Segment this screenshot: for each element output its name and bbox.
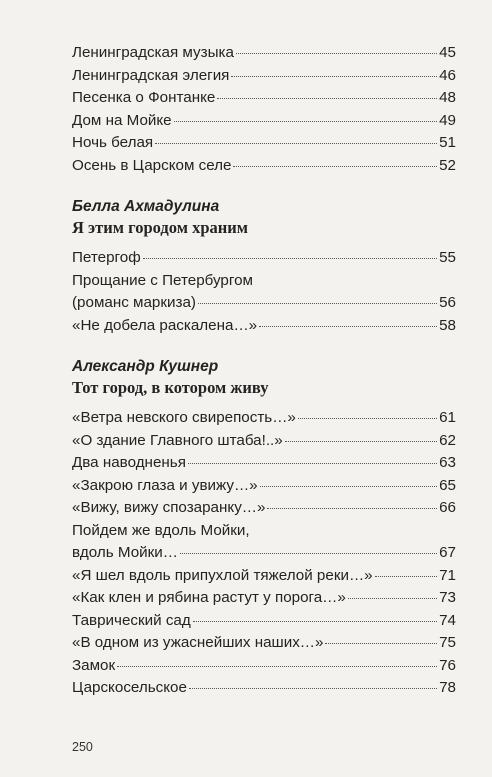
entry-title: «Вижу, вижу спозаранку…»	[72, 499, 266, 516]
entry-page-number: 55	[439, 249, 456, 266]
dot-leader	[267, 508, 437, 509]
entry-title-line: Прощание с Петербургом	[72, 271, 253, 289]
dot-leader	[231, 76, 437, 77]
section-title: Я этим городом храним	[72, 218, 249, 237]
entry-title: (романс маркиза)	[72, 294, 196, 311]
dot-leader	[233, 166, 437, 167]
toc-entry[interactable]	[72, 132, 456, 155]
entry-title: Осень в Царском селе	[72, 156, 232, 174]
dot-leader	[188, 463, 437, 464]
entry-title: «О здание Главного штаба!..»	[72, 431, 283, 449]
toc-entry[interactable]	[72, 565, 456, 588]
entry-title: Царскосельское	[72, 679, 187, 696]
toc-entry[interactable]	[72, 497, 456, 520]
page-number: 250	[72, 740, 93, 754]
section-title: Тот город, в котором живу	[72, 378, 269, 397]
dot-leader	[217, 98, 437, 99]
entry-title: «Не добела раскалена…»	[72, 316, 258, 334]
entry-title: Дом на Мойке	[72, 111, 172, 129]
entry-page-number: 63	[439, 454, 456, 471]
dot-leader	[143, 258, 437, 259]
entry-title: Ленинградская элегия	[72, 66, 230, 84]
toc-entry[interactable]	[72, 155, 456, 178]
toc-entry[interactable]	[72, 587, 456, 610]
toc-entry[interactable]	[72, 315, 456, 338]
entry-title: «Я шел вдоль припухлой тяжелой реки…»	[72, 566, 373, 584]
entry-title: Ночь белая	[72, 134, 154, 151]
entry-title: Замок	[72, 656, 116, 674]
dot-leader	[155, 143, 437, 144]
entry-page-number: 49	[439, 111, 456, 129]
toc-entry[interactable]	[72, 407, 456, 430]
entry-title-line: Пойдем же вдоль Мойки,	[72, 521, 250, 539]
entry-page-number: 62	[439, 431, 456, 449]
entry-page-number: 71	[439, 566, 456, 584]
entry-title: «Как клен и рябина растут у порога…»	[72, 589, 346, 606]
dot-leader	[325, 643, 437, 644]
entry-page-number: 74	[439, 611, 456, 629]
entry-page-number: 65	[439, 476, 456, 494]
dot-leader	[259, 326, 437, 327]
toc-entry[interactable]	[72, 610, 456, 633]
dot-leader	[198, 303, 437, 304]
entry-page-number: 73	[439, 589, 456, 606]
toc-entry[interactable]	[72, 475, 456, 498]
entry-page-number: 45	[439, 44, 456, 61]
entry-page-number: 67	[439, 544, 456, 561]
dot-leader	[117, 666, 437, 667]
toc-entry[interactable]	[72, 520, 456, 565]
entry-title: Таврический сад	[72, 611, 191, 629]
entry-page-number: 52	[439, 156, 456, 174]
toc-entry[interactable]	[72, 247, 456, 270]
section-author: Белла Ахмадулина	[72, 198, 220, 215]
dot-leader	[375, 576, 438, 577]
toc-entry[interactable]	[72, 677, 456, 700]
entry-title: «Закрою глаза и увижу…»	[72, 476, 258, 494]
section-author: Александр Кушнер	[72, 358, 219, 375]
toc-entry[interactable]	[72, 655, 456, 678]
entry-title: Ленинградская музыка	[72, 44, 234, 61]
entry-title: Петергоф	[72, 249, 141, 266]
dot-leader	[189, 688, 437, 689]
dot-leader	[298, 418, 437, 419]
dot-leader	[180, 553, 437, 554]
entry-page-number: 58	[439, 316, 456, 334]
entry-page-number: 46	[439, 66, 456, 84]
dot-leader	[193, 621, 437, 622]
entry-title: «В одном из ужаснейших наших…»	[72, 634, 324, 651]
entry-page-number: 51	[439, 134, 456, 151]
dot-leader	[174, 121, 437, 122]
entry-page-number: 48	[439, 89, 456, 106]
dot-leader	[285, 441, 437, 442]
entry-page-number: 56	[439, 294, 456, 311]
entry-page-number: 75	[439, 634, 456, 651]
toc-entry[interactable]	[72, 42, 456, 65]
table-of-contents	[72, 42, 456, 700]
toc-entry[interactable]	[72, 110, 456, 133]
toc-entry[interactable]	[72, 430, 456, 453]
dot-leader	[260, 486, 437, 487]
entry-page-number: 66	[439, 499, 456, 516]
toc-section	[72, 357, 456, 700]
entry-page-number: 76	[439, 656, 456, 674]
toc-entry[interactable]	[72, 452, 456, 475]
entry-title: «Ветра невского свирепость…»	[72, 409, 296, 426]
toc-section	[72, 197, 456, 337]
entry-title: Песенка о Фонтанке	[72, 89, 216, 106]
toc-entry[interactable]	[72, 270, 456, 315]
dot-leader	[348, 598, 437, 599]
toc-entry[interactable]	[72, 87, 456, 110]
toc-entry[interactable]	[72, 65, 456, 88]
entry-page-number: 61	[439, 409, 456, 426]
toc-section	[72, 42, 456, 177]
entry-title: вдоль Мойки…	[72, 544, 178, 561]
entry-page-number: 78	[439, 679, 456, 696]
toc-entry[interactable]	[72, 632, 456, 655]
dot-leader	[236, 53, 437, 54]
entry-title: Два наводненья	[72, 454, 186, 471]
